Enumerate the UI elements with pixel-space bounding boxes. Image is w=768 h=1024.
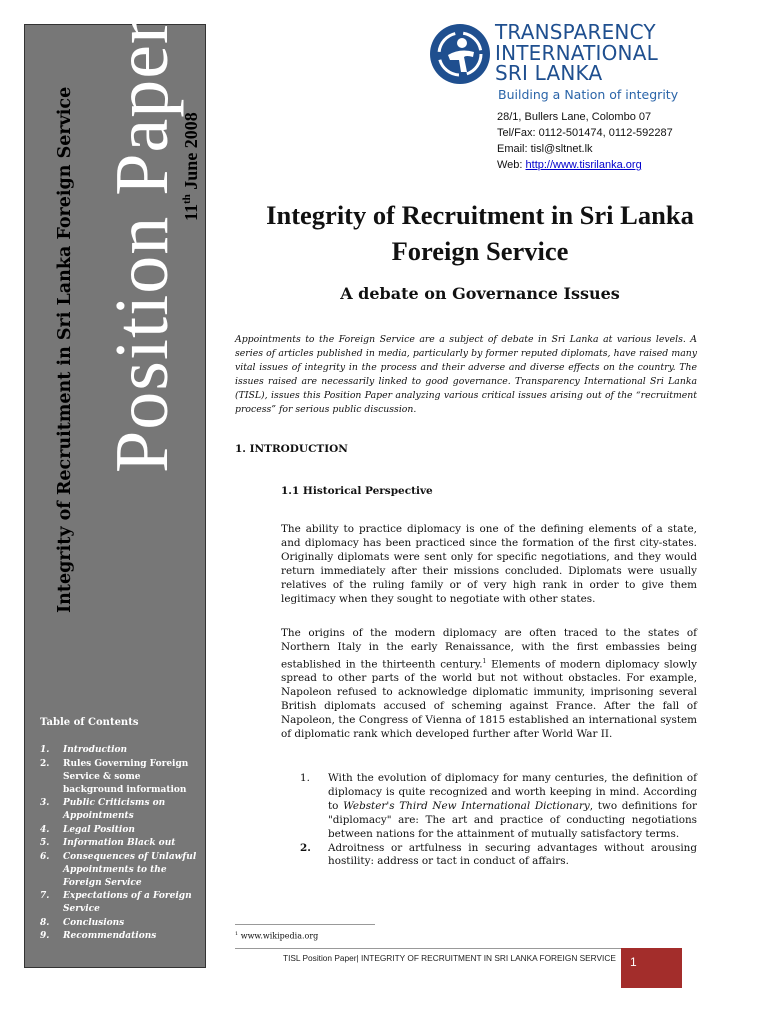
toc-number: 9. — [40, 931, 50, 941]
telfax-line: Tel/Fax: 0112-501474, 0112-592287 — [497, 127, 673, 139]
footnote-ref: 1 — [482, 657, 487, 665]
sidebar-panel — [24, 17, 206, 968]
table-of-contents — [40, 717, 200, 944]
web-line — [497, 157, 673, 173]
web-label: Web: — [497, 159, 526, 171]
subsection-heading: 1.1 Historical Perspective — [281, 485, 433, 497]
toc-label: Legal Position — [63, 824, 135, 835]
position-paper-label: Position Paper — [100, 17, 184, 473]
org-name-line2: INTERNATIONAL — [495, 40, 658, 65]
body-paragraph-2 — [281, 627, 697, 742]
ti-logo-icon — [428, 22, 492, 86]
para2-part1: The origins of the modern diplomacy are often traced to the states of Northern Italy in the early Renaissance, with the first embassies being established in the thirteenth century. — [281, 627, 697, 671]
list-text-post: , two definitions for "diplomacy" are: The art and practice of conducting negotiations between nations for the attainment of mutually satisfactory terms. — [328, 799, 697, 840]
body-paragraph-1: The ability to practice diplomacy is one of the defining elements of a state, and diplomacy has been practiced since the formation of the first city-states. Originally diplomats were sent only for specific negotiations, and they would return immediately after their missions concluded. Diplomats were usually relatives of the ruling family or of very high rank in order to give them legitimacy when they sought to negotiate with other states. — [281, 523, 697, 605]
address-line: 28/1, Bullers Lane, Colombo 07 — [497, 111, 652, 123]
toc-number: 4. — [40, 824, 50, 835]
toc-label: Recommendations — [63, 931, 157, 941]
toc-label: Public Criticisms on Appointments — [63, 798, 166, 821]
toc-label: Expectations of a Foreign Service — [63, 891, 192, 914]
toc-number: 2. — [40, 758, 50, 769]
footnote-text: www.wikipedia.org — [238, 931, 319, 941]
list-number: 2. — [300, 841, 311, 854]
website-link[interactable]: http://www.tisrilanka.org — [525, 159, 642, 171]
toc-number: 8. — [40, 917, 50, 928]
list-item — [300, 772, 697, 842]
org-name — [495, 22, 658, 84]
toc-label: Introduction — [63, 745, 128, 755]
toc-item[interactable] — [40, 758, 200, 797]
toc-item[interactable] — [40, 797, 200, 823]
footnote-divider — [235, 924, 375, 925]
para2-part2: Elements of modern diplomacy slowly spread to other parts of the world but not without obstacles. For example, Napoleon refused to acknowledge diplomatic immunity, imprisoning several British diplomats accused of scheming against France. After the fall of Napoleon, the Congress of Vienna of 1815 established an international system of diplomatic rank which developed further after World War II. — [281, 658, 697, 740]
toc-item[interactable] — [40, 917, 200, 930]
toc-label: Conclusions — [63, 917, 125, 928]
toc-number: 6. — [40, 851, 50, 862]
toc-number: 1. — [40, 745, 50, 755]
list-text: Adroitness or artfulness in securing advantages without arousing hostility: address or tact in conduct of affairs. — [328, 841, 697, 868]
footnote — [235, 931, 318, 941]
email-line: Email: tisl@sltnet.lk — [497, 143, 593, 155]
footer-divider — [235, 948, 681, 949]
toc-number: 7. — [40, 891, 50, 901]
document-title: Integrity of Recruitment in Sri Lanka Foreign Service — [266, 200, 694, 266]
page-footer — [283, 953, 616, 963]
toc-label: Information Black out — [63, 838, 176, 848]
footer-label: TISL Position Paper| — [283, 953, 361, 963]
abstract-text: Appointments to the Foreign Service are a subject of debate in Sri Lanka at various levels. A series of articles published in media, particularly by former reputed diplomats, have raised many vital issues of integrity in the process and their adverse and diverse effects on the country. The issues raised are necessarily linked to good governance. Transparency International Sri Lanka (TISL), issues this Position Paper analyzing various critical issues arising out of the “recruitment process” for serious public discussion. — [235, 334, 697, 415]
footer-title: INTEGRITY OF RECRUITMENT IN SRI LANKA FOREIGN SERVICE — [360, 953, 616, 963]
date-suffix: th — [181, 194, 193, 204]
document-subtitle: A debate on Governance Issues — [340, 284, 620, 303]
toc-item[interactable] — [40, 930, 200, 943]
list-text — [328, 772, 697, 842]
list-text-pre: With the evolution of diplomacy for many centuries, the definition of diplomacy is quite recognized and worth keeping in mind. According to — [328, 772, 697, 812]
toc-item[interactable] — [40, 744, 200, 757]
list-number: 1. — [300, 772, 310, 784]
toc-list — [40, 744, 200, 943]
dictionary-title: Webster's Third New International Dictionary — [343, 799, 590, 812]
page-number: 1 — [621, 948, 682, 988]
section-heading: 1. INTRODUCTION — [235, 443, 348, 455]
contact-block — [497, 109, 673, 173]
definition-list — [300, 772, 697, 869]
toc-number: 5. — [40, 838, 50, 848]
toc-label: Consequences of Unlawful Appointments to the Foreign Service — [63, 851, 197, 888]
toc-number: 3. — [40, 798, 50, 808]
date-day: 11 — [181, 203, 201, 221]
toc-label: Rules Governing Foreign Service & some background information — [63, 758, 189, 795]
toc-item[interactable] — [40, 851, 200, 890]
list-item — [300, 842, 697, 870]
toc-title: Table of Contents — [40, 717, 139, 728]
footnote-marker: 1 — [235, 931, 239, 937]
org-tagline: Building a Nation of integrity — [498, 87, 679, 102]
org-name-line1: TRANSPARENCY — [495, 20, 656, 44]
toc-item[interactable] — [40, 824, 200, 837]
org-name-line3: SRI LANKA — [495, 61, 603, 85]
toc-item[interactable] — [40, 837, 200, 850]
sidebar-vertical-title: Integrity of Recruitment in Sri Lanka Foreign Service — [55, 86, 75, 613]
date-rest: June 2008 — [181, 112, 201, 195]
publication-date — [181, 112, 202, 221]
toc-item[interactable] — [40, 890, 200, 916]
